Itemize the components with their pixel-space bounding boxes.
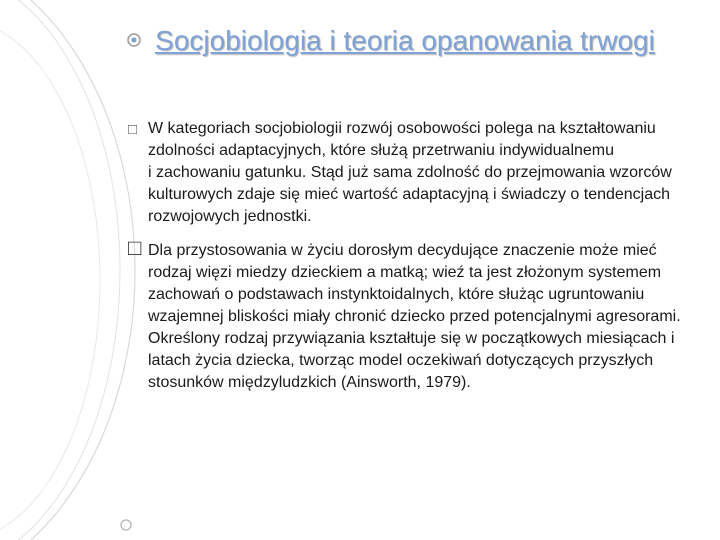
bullet-text-1: W kategoriach socjobiologii rozwój osobowości polega na kształtowaniu zdolności adaptacyjnych, które służą przetrwaniu indywidualnemu i zachowaniu gatunku. Stąd już sama zdolność do przejmowania wzorców kulturowych zdaje się mieć wartość adaptacyjną i świadczy o tendencjach rozwojowych jednostki. [148, 120, 672, 225]
bullet-item-2 [128, 235, 703, 394]
slide-title: Socjobiologia i teoria opanowania trwogi [155, 25, 655, 56]
bullet-text-2: Dla przystosowania w życiu dorosłym decydujące znaczenie może mieć rodzaj więzi miedzy dzieckiem a matką; wieź ta jest złożonym systemem zachowań o podstawach instynktoidalnych, które służąc ugruntowaniu wzajemnej bliskości miały chronić dziecko przed potencjalnymi agresorami. Określony rodzaj przywiązania kształtuje się w początkowych miesiącach i latach życia dziecka, tworząc model oczekiwań dotyczących przyszłych stosunków międzyludzkich (Ainsworth, 1979). [148, 242, 681, 391]
ornament-dot-bottom [121, 520, 131, 530]
bullet-square-icon: □ [128, 121, 138, 138]
middle-arc [0, 0, 120, 540]
inner-arc [0, 20, 100, 540]
bullet-square-icon: □ [128, 235, 142, 260]
bullet-item-1 [128, 118, 703, 228]
ornament-dot-top-center [132, 38, 137, 43]
outer-arc [0, 0, 138, 540]
bullet-list [128, 118, 703, 394]
